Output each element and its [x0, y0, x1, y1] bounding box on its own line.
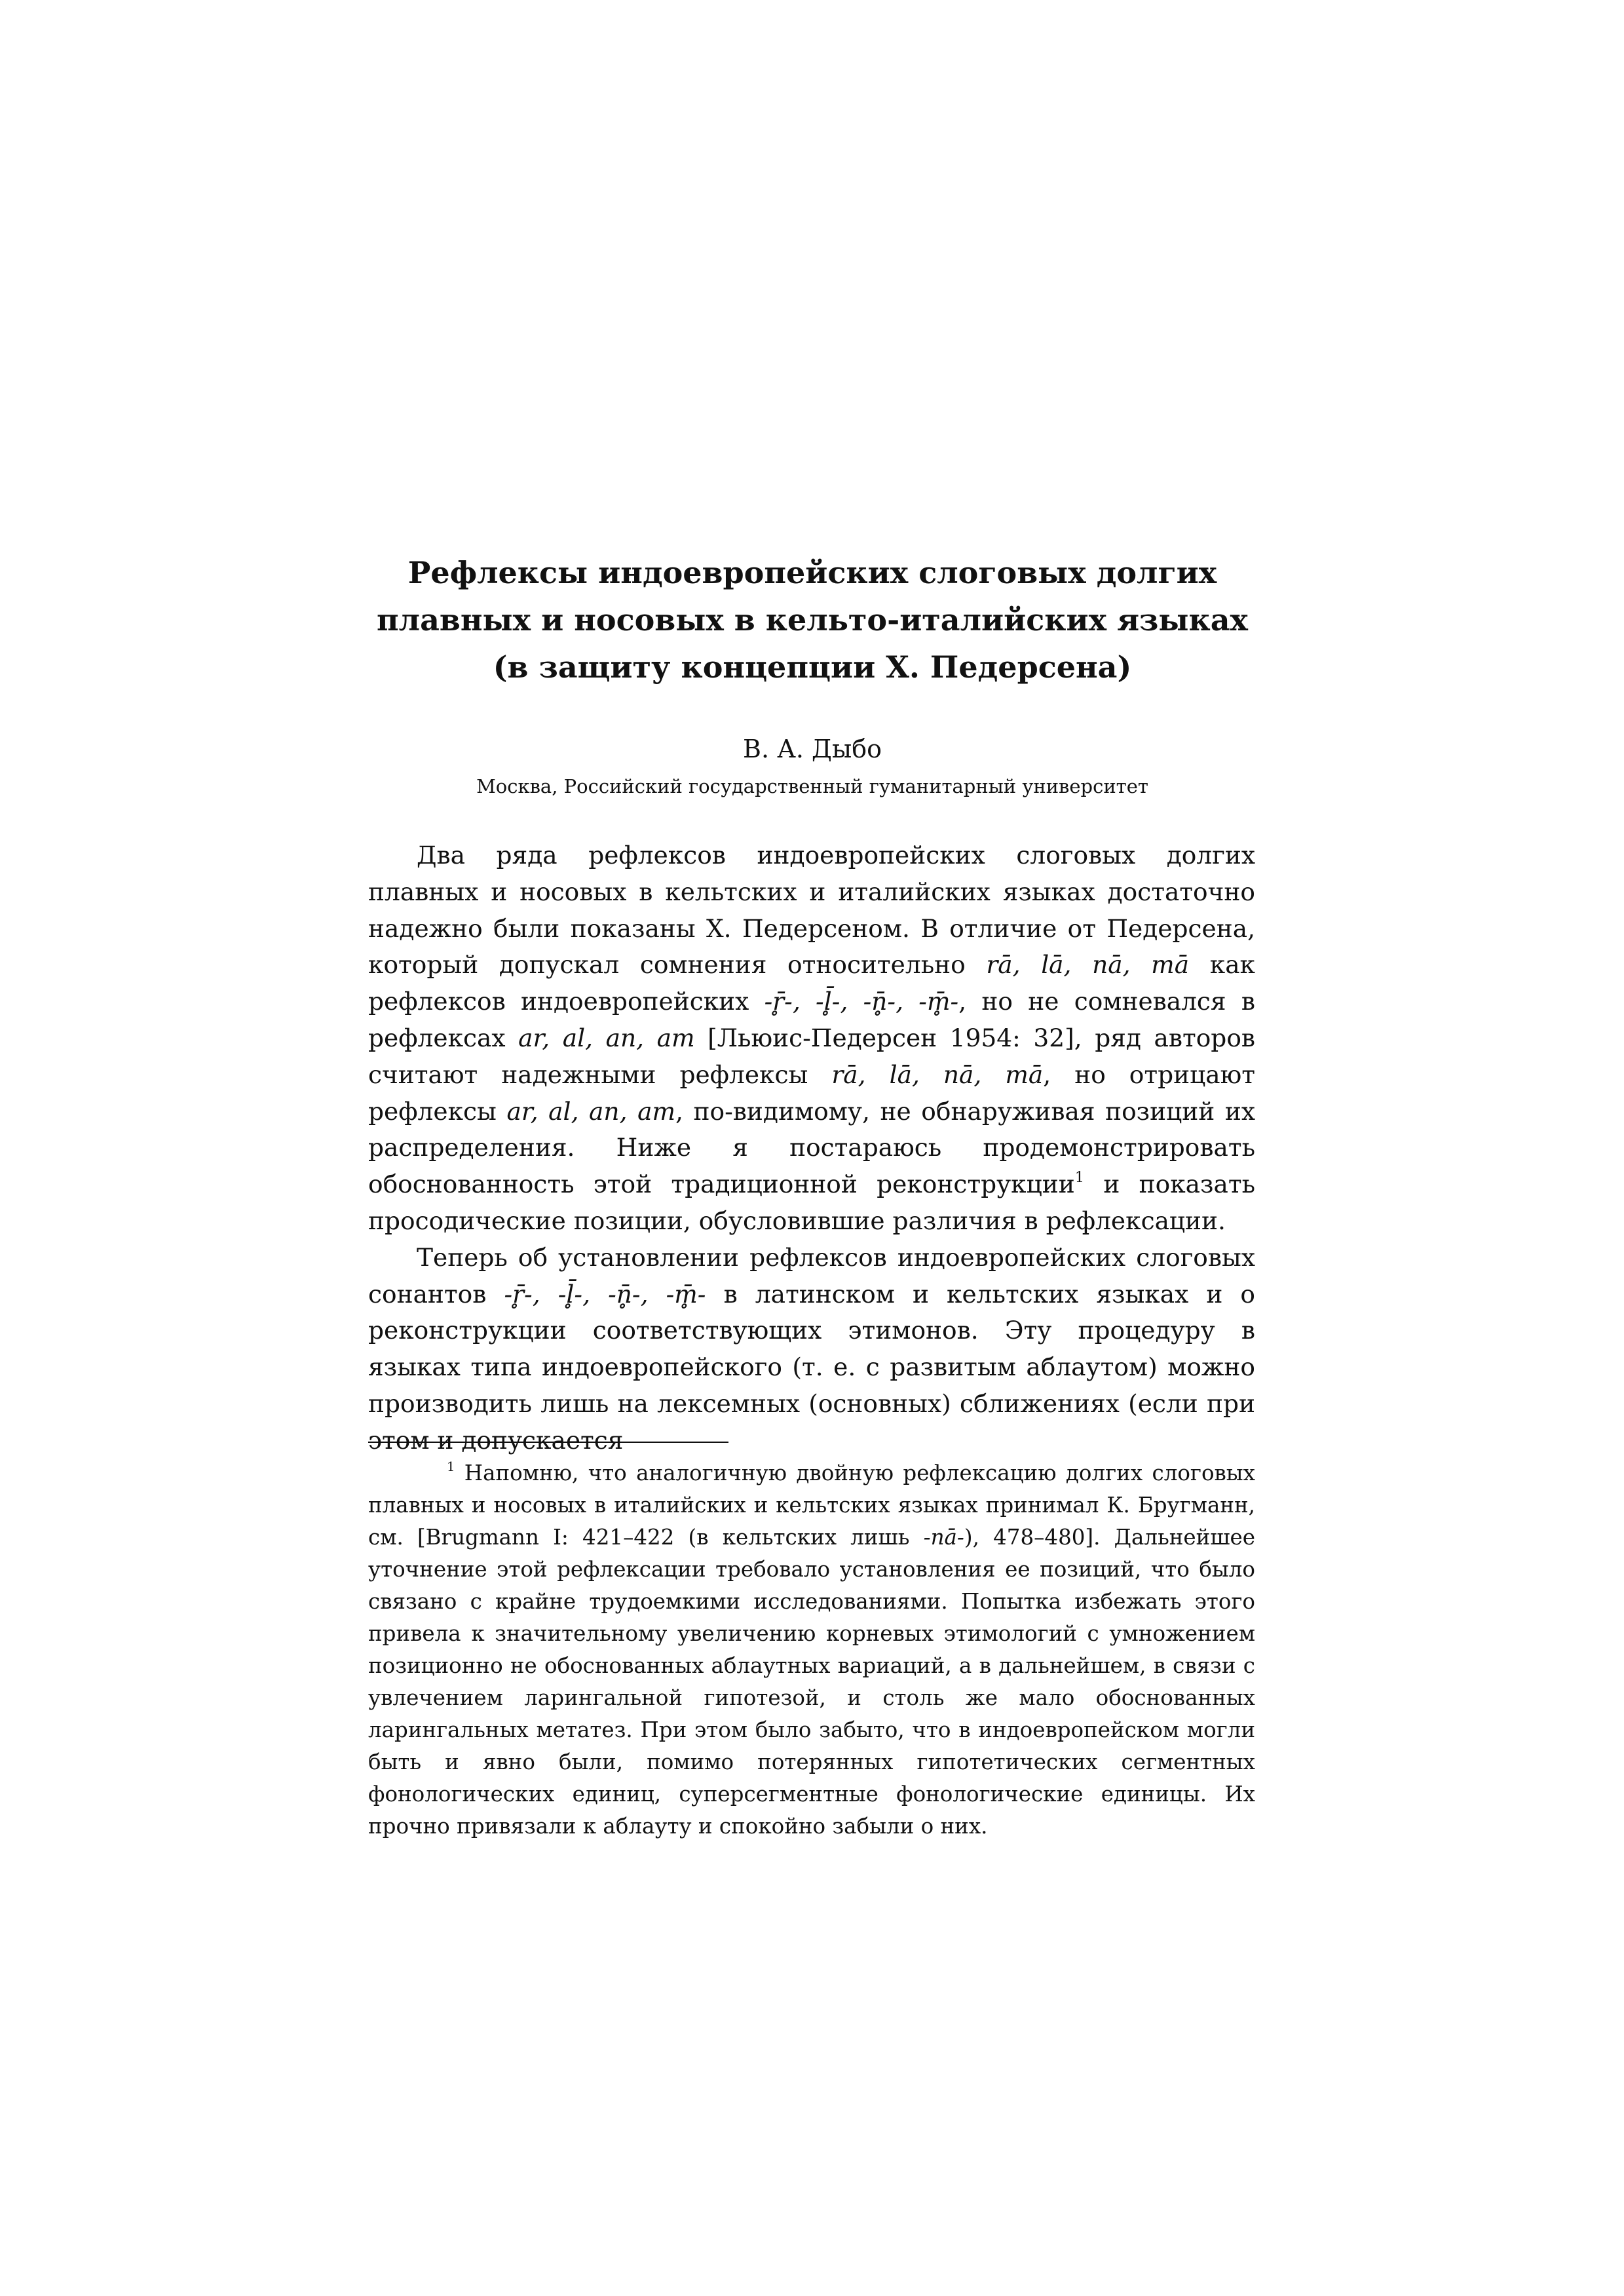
body-paragraph: [368, 1240, 1255, 1459]
italic-run: rā, lā, nā, mā: [986, 950, 1190, 980]
italic-run: -nā-: [923, 1525, 964, 1550]
text-run: , но отрицают рефлексы: [368, 1060, 1255, 1126]
text-run: , но не сомневался в рефлексах: [368, 987, 1255, 1052]
italic-run: ar, al, an, am: [506, 1096, 676, 1126]
author-affiliation: Москва, Российский государственный гуманитарный университет: [476, 775, 1148, 797]
text-run: , по-видимому, не обнаруживая позиций их распределения. Ниже я постараюсь продемонстрировать обоснованность этой традиционной реконструкции: [368, 1096, 1255, 1199]
footnote-separator: [368, 1442, 728, 1443]
body-paragraph: [368, 837, 1255, 1240]
text-run: [Льюис-Педерсен 1954: 32], ряд авторов считают надежными рефлексы: [368, 1023, 1256, 1089]
text-run: и показать просодические позиции, обусловившие различия в рефлексации.: [368, 1170, 1255, 1235]
article-title: [367, 549, 1258, 691]
title-line: плавных и носовых в кельто-италийских языках: [377, 602, 1248, 638]
footnote-marker: 1: [447, 1459, 455, 1475]
text-run: в латинском и кельтских языках и о реконструкции соответствующих этимонов. Эту процедуру в языках типа индоевропейского (т. е. с развитым аблаутом) можно производить лишь на лексемных (основных) сближениях (если при этом и допускается: [368, 1279, 1255, 1455]
text-run: Напомню, что аналогичную двойную рефлексацию долгих слоговых плавных и носовых в италийских и кельтских языках принимал К. Бругманн, см. [Brugmann I: 421–422 (в кельтских лишь: [368, 1461, 1255, 1550]
author-name: В. А. Дыбо: [743, 735, 882, 763]
article-body: [368, 837, 1255, 1459]
footnote: [368, 1457, 1255, 1843]
title-line: Рефлексы индоевропейских слоговых долгих: [407, 555, 1217, 590]
italic-run: ar, al, an, am: [518, 1023, 695, 1052]
text-run: как рефлексов индоевропейских: [368, 950, 1255, 1016]
italic-run: -r̥̄-, -l̥̄-, -n̥̄-, -m̥̄-: [764, 987, 959, 1016]
italic-run: rā, lā, nā, mā: [831, 1060, 1044, 1089]
italic-run: -r̥̄-, -l̥̄-, -n̥̄-, -m̥̄-: [504, 1279, 706, 1309]
text-run: ), 478–480]. Дальнейшее уточнение этой рефлексации требовало установления ее позиций, что было связано с крайне трудоемкими исследованиями. Попытка избежать этого привела к значительному увеличению корневых этимологий с умножением позиционно не обоснованных аблаутных вариаций, а в дальнейшем, в связи с увлечением ларингальной гипотезой, и столь же мало обоснованных ларингальных метатез. При этом было забыто, что в индоевропейском могли быть и явно были, помимо потерянных гипотетических сегментных фонологических единиц, суперсегментные фонологические единицы. Их прочно привязали к аблауту и спокойно забыли о них.: [368, 1525, 1255, 1839]
text-run: Два ряда рефлексов индоевропейских слоговых долгих плавных и носовых в кельтских и италийских языках достаточно надежно были показаны Х. Педерсеном. В отличие от Педерсена, который допускал сомнения относительно: [368, 841, 1255, 980]
footnote-reference: 1: [1074, 1169, 1085, 1187]
title-line: (в защиту концепции Х. Педерсена): [493, 649, 1132, 685]
text-run: Теперь об установлении рефлексов индоевропейских слоговых сонантов: [368, 1242, 1255, 1309]
